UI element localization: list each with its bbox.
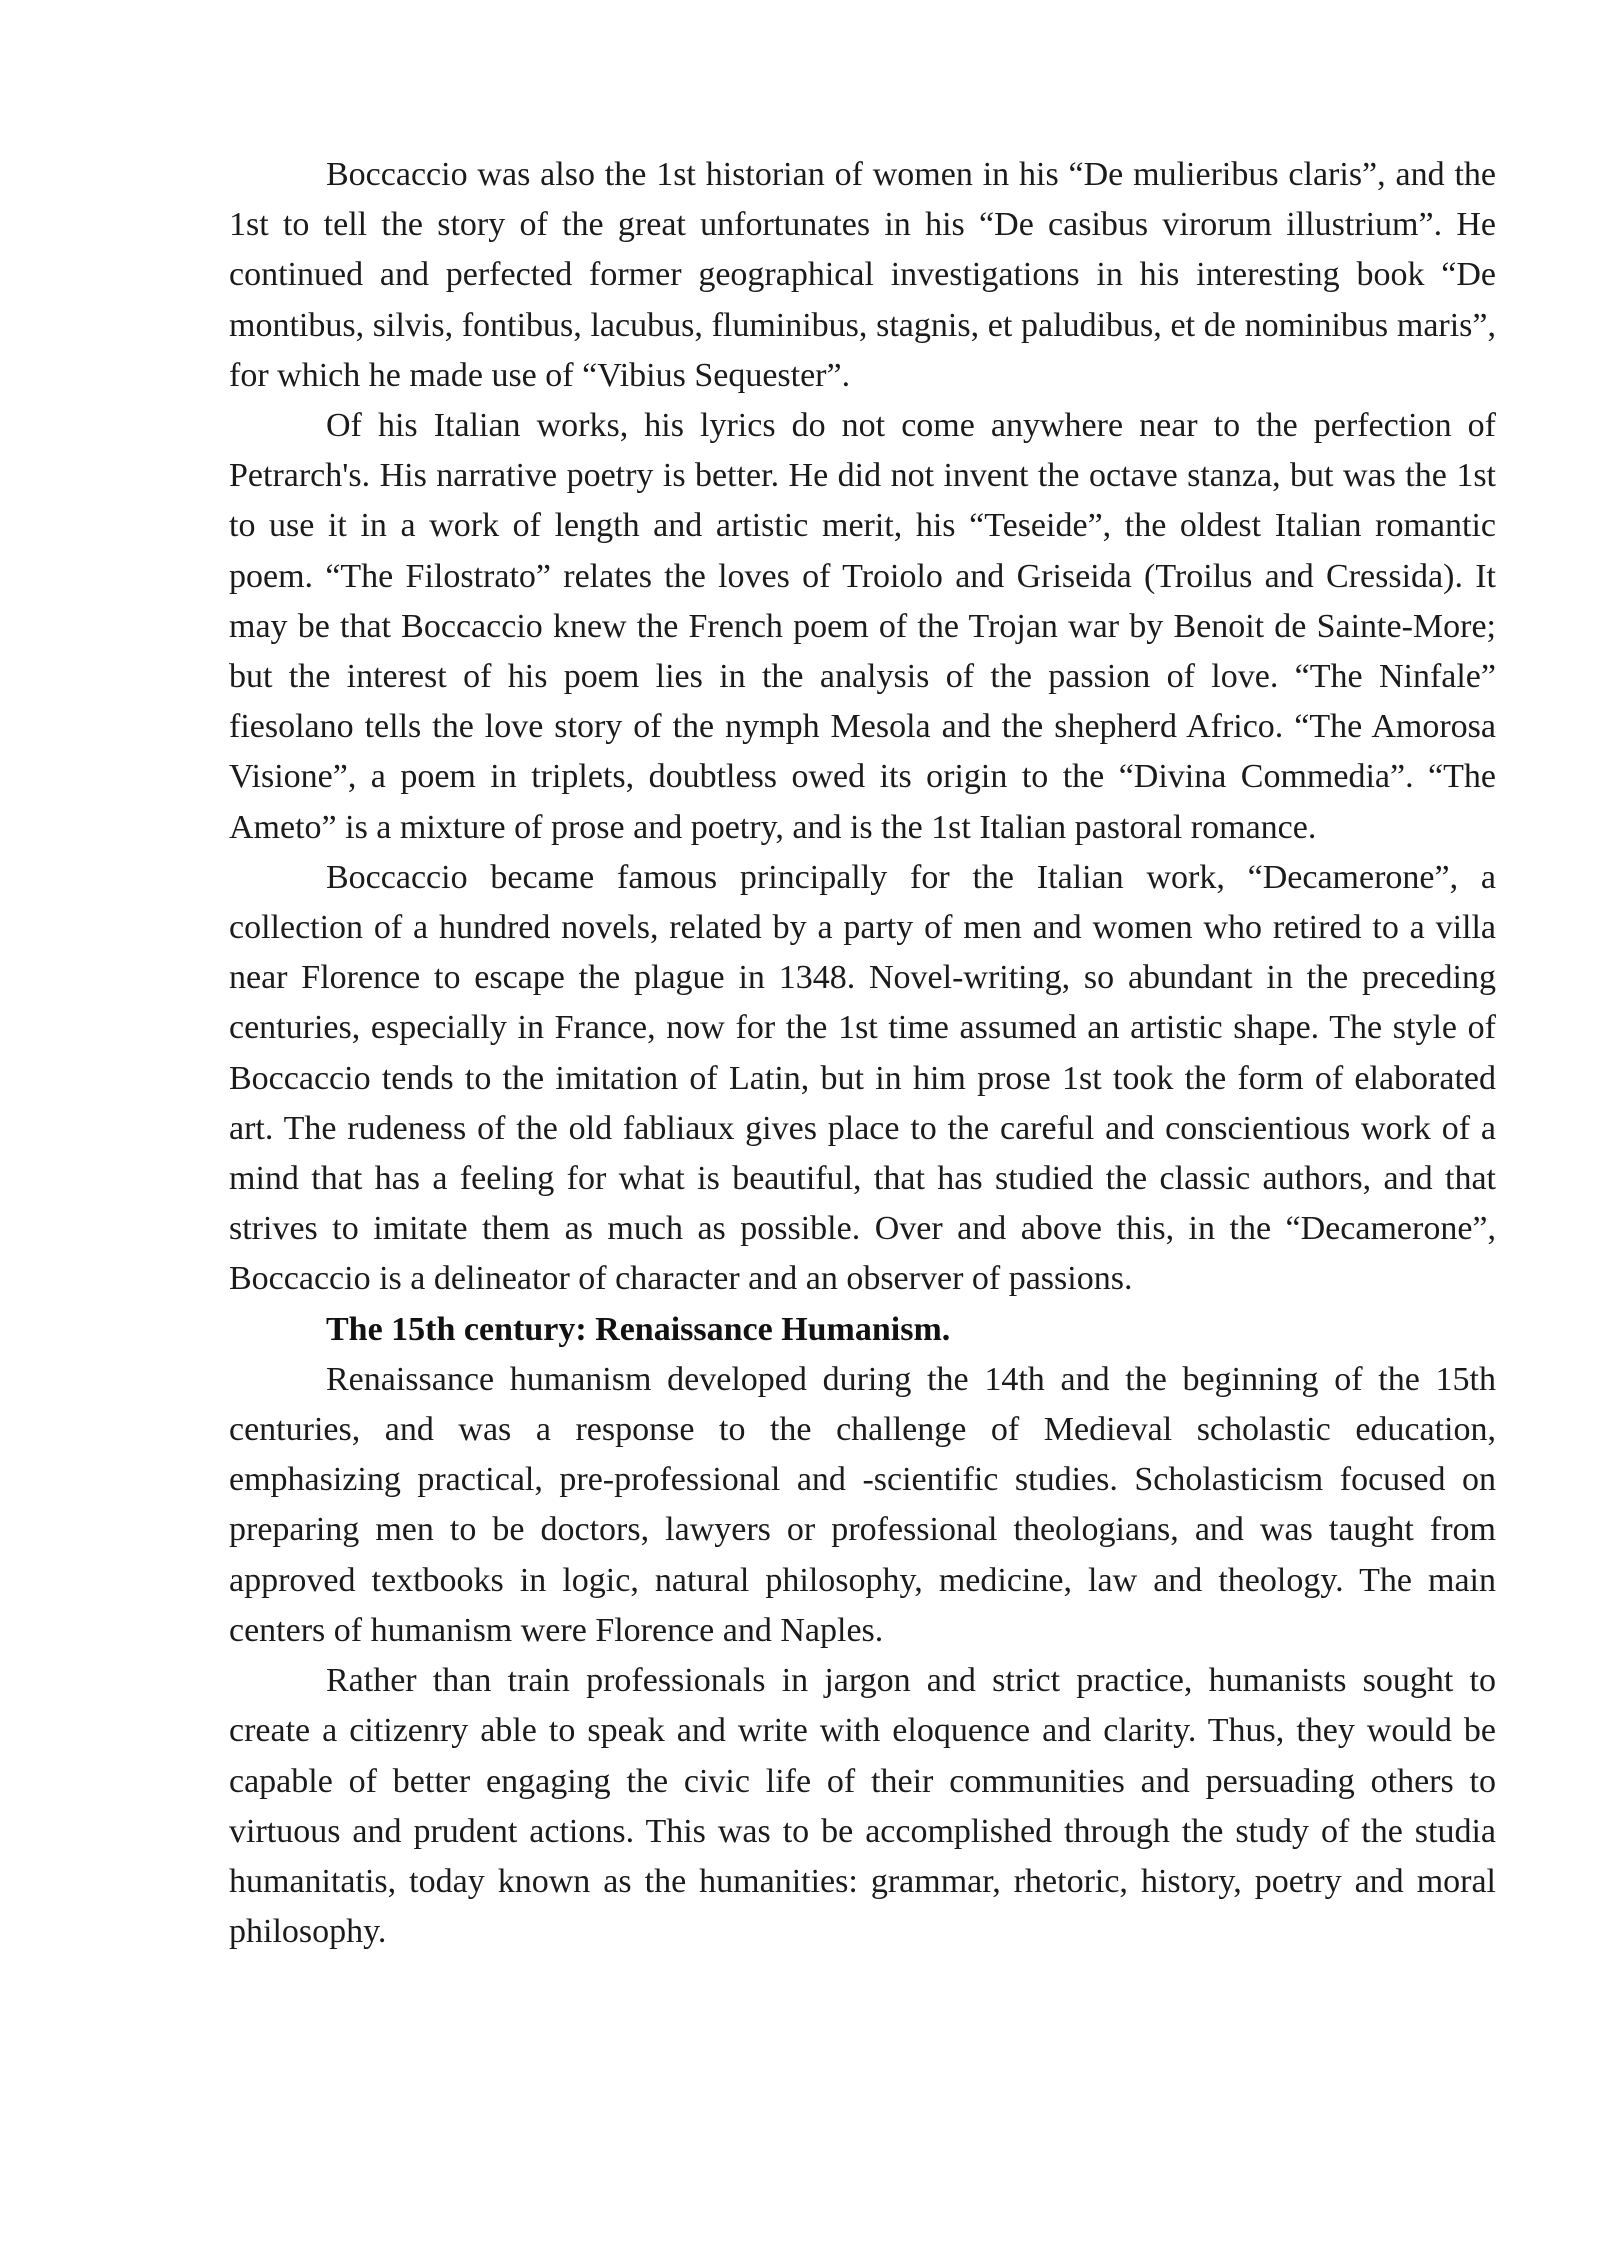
- paragraph-humanist-goals: Rather than train professionals in jargon and strict practice, humanists sought to create a citizenry able to speak and write with eloquence and clarity. Thus, they would be capable of better engaging the civic life of their communities and persuading others to virtuous and prudent actions. This was to be accomplished through the study of the studia humanitatis, today known as the humanities: grammar, rhetoric, history, poetry and moral philosophy.: [229, 1662, 1496, 1951]
- section-heading: The 15th century: Renaissance Humanism.: [326, 1310, 951, 1348]
- document-page: [229, 150, 1496, 1957]
- paragraph-decamerone: Boccaccio became famous principally for the Italian work, “Decamerone”, a collection of a hundred novels, related by a party of men and women who retired to a villa near Florence to escape the plague in 1348. Novel-writing, so abundant in the preceding centuries, especially in France, now for the 1st time assumed an artistic shape. The style of Boccaccio tends to the imitation of Latin, but in him prose 1st took the form of elaborated art. The rudeness of the old fabliaux gives place to the careful and conscientious work of a mind that has a feeling for what is beautiful, that has studied the classic authors, and that strives to imitate them as much as possible. Over and above this, in the “Decamerone”, Boccaccio is a delineator of character and an observer of passions.: [229, 858, 1496, 1298]
- paragraph-boccaccio-latin-works: Boccaccio was also the 1st historian of women in his “De mulieribus claris”, and the 1st to tell the story of the great unfortunates in his “De casibus virorum illustrium”. He continued and perfected former geographical investigations in his interesting book “De montibus, silvis, fontibus, lacubus, fluminibus, stagnis, et paludibus, et de nominibus maris”, for which he made use of “Vibius Sequester”.: [229, 156, 1496, 394]
- paragraph-renaissance-humanism: Renaissance humanism developed during the 14th and the beginning of the 15th centuries, and was a response to the challenge of Medieval scholastic education, emphasizing practical, pre-professional and -scientific studies. Scholasticism focused on preparing men to be doctors, lawyers or professional theologians, and was taught from approved textbooks in logic, natural philosophy, medicine, law and theology. The main centers of humanism were Florence and Naples.: [229, 1360, 1496, 1649]
- paragraph-italian-works: Of his Italian works, his lyrics do not come anywhere near to the perfection of Petrarch's. His narrative poetry is better. He did not invent the octave stanza, but was the 1st to use it in a work of length and artistic merit, his “Teseide”, the oldest Italian romantic poem. “The Filostrato” relates the loves of Troiolo and Griseida (Troilus and Cressida). It may be that Boccaccio knew the French poem of the Trojan war by Benoit de Sainte-More; but the interest of his poem lies in the analysis of the passion of love. “The Ninfale” fiesolano tells the love story of the nymph Mesola and the shepherd Africo. “The Amorosa Visione”, a poem in triplets, doubtless owed its origin to the “Divina Commedia”. “The Ameto” is a mixture of prose and poetry, and is the 1st Italian pastoral romance.: [229, 407, 1496, 846]
